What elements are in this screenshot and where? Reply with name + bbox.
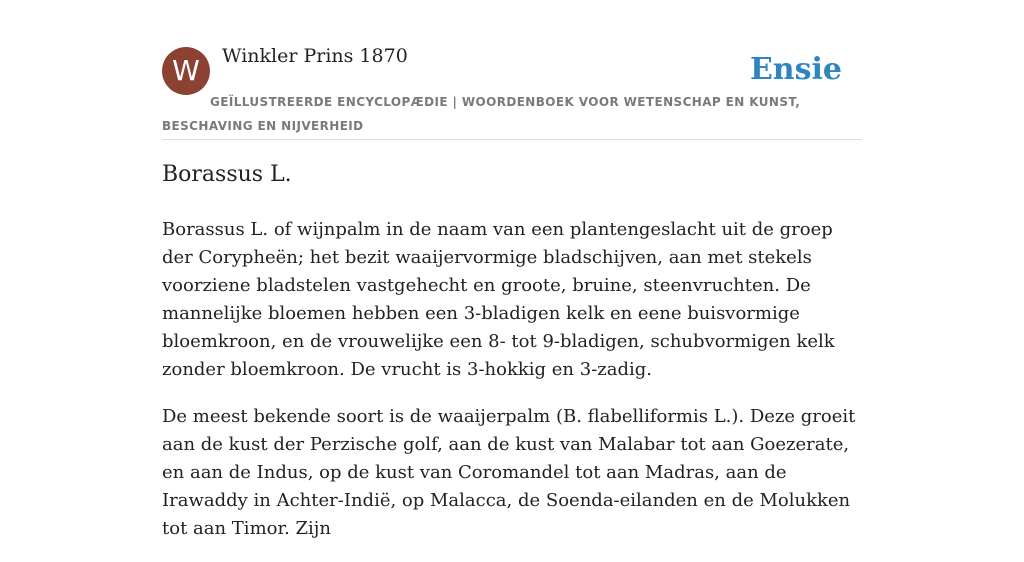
page <box>162 0 862 539</box>
source-subtitle: GEÏLLUSTREERDE ENCYCLOPÆDIE | WOORDENBOEK VOOR WETENSCHAP EN KUNST, BESCHAVING EN NIJVERHEID <box>162 95 801 133</box>
source-title[interactable]: Winkler Prins 1870 <box>222 45 408 67</box>
article-title: Borassus L. <box>162 162 292 187</box>
article-paragraph: Borassus L. of wijnpalm in de naam van een plantengeslacht uit de groep der Corypheën; het bezit waaijervormige bladschijven, aan met stekels voorziene bladstelen vastgehecht en groote, bruine, steenvruchten. De mannelijke bloemen hebben een 3-bladigen kelk en eene buisvormige bloemkroon, en de vrouwelijke een 8- tot 9-bladigen, schubvormigen kelk zonder bloemkroon. De vrucht is 3-hokkig en 3-zadig. <box>162 219 835 380</box>
article-paragraph: De meest bekende soort is de waaijerpalm (B. flabelliformis L.). Deze groeit aan de kust der Perzische golf, aan de kust van Malabar tot aan Goezerate, en aan de Indus, op de kust van Coromandel tot aan Madras, aan de Irawaddy in Achter-Indië, op Malacca, de Soenda-eilanden en de Molukken tot aan Timor. Zijn <box>162 406 856 539</box>
source-avatar[interactable]: W <box>162 47 210 95</box>
ensie-logo-link[interactable]: Ensie <box>749 52 842 87</box>
source-header <box>162 0 862 140</box>
article-body <box>162 216 862 562</box>
